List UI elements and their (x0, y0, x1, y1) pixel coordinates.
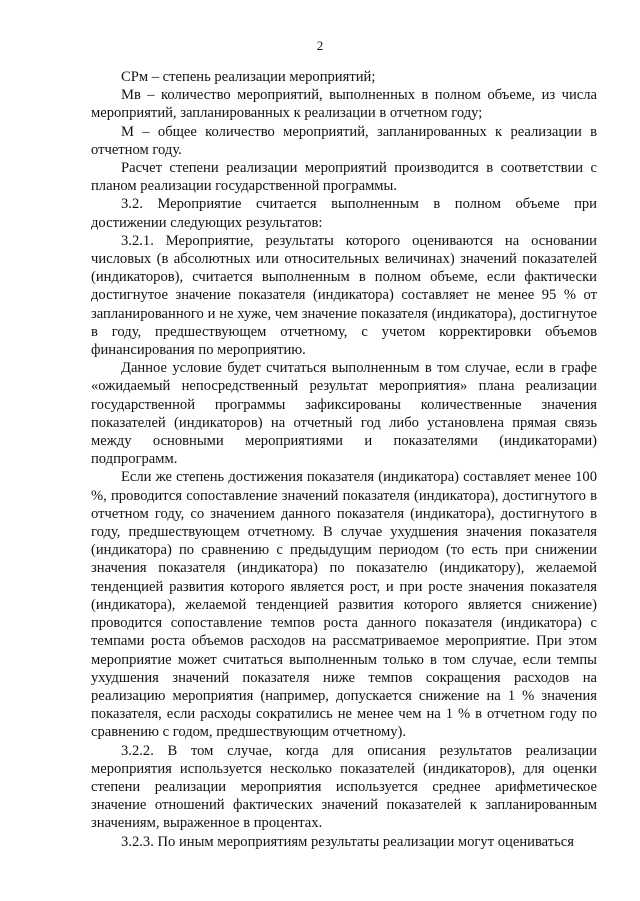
paragraph-definition-mv: Мв – количество мероприятий, выполненных в полном объеме, из числа мероприятий, запланированных к реализации в отчетном году; (91, 87, 597, 122)
paragraph-section-3-2: 3.2. Мероприятие считается выполненным в полном объеме при достижении следующих результатов: (91, 196, 597, 231)
paragraph-definition-srm: СРм – степень реализации мероприятий; (121, 69, 376, 85)
paragraph-comparison: Если же степень достижения показателя (индикатора) составляет менее 100 %, проводится сопоставление значений показателя (индикатора), достигнутого в отчетном году, со значением данного показателя (индикатора), достигнутого в году, предшествующем отчетному. В случае ухудшения значения показателя (индикатора) по сравнению с предыдущим периодом (то есть при снижении значения показателя (индикатора) по показателю (индикатору), желаемой тенденцией развития которого является рост, и при росте значения показателя (индикатора), желаемой тенденцией развития которого является снижение) проводится сопоставление темпов роста данного показателя (индикатора) с темпами роста объемов расходов на рассматриваемое мероприятие. При этом мероприятие может считаться выполненным только в том случае, если темпы ухудшения значений показателя ниже темпов сокращения расходов на реализацию мероприятия (например, допускается снижение на 1 % значения показателя, если расходы сократились не менее чем на 1 % в отчетном году по сравнению с годом, предшествующим отчетному). (91, 469, 597, 741)
page-number: 2 (316, 38, 324, 53)
paragraph-definition-m: М – общее количество мероприятий, запланированных к реализации в отчетном году. (91, 123, 597, 158)
paragraph-section-3-2-2: 3.2.2. В том случае, когда для описания результатов реализации мероприятия используется несколько показателей (индикаторов), для оценки степени реализации мероприятия используется среднее арифметическое значение отношений фактических значений показателей к запланированным значениям, выраженное в процентах. (91, 742, 597, 832)
paragraph-section-3-2-3: 3.2.3. По иным мероприятиям результаты реализации могут оцениваться (121, 833, 574, 850)
document-text-body (91, 68, 597, 851)
paragraph-section-3-2-1: 3.2.1. Мероприятие, результаты которого оцениваются на основании числовых (в абсолютных или относительных величинах) значений показателей (индикаторов), считается выполненным в полном объеме, если фактически достигнутое значение показателя (индикатора) составляет не менее 95 % от запланированного и не хуже, чем значение показателя (индикатора), достигнутое в году, предшествующем отчетному, с учетом корректировки объемов финансирования по мероприятию. (91, 232, 597, 359)
paragraph-condition: Данное условие будет считаться выполненным в том случае, если в графе «ожидаемый непосредственный результат мероприятия» плана реализации государственной программы зафиксированы количественные значения показателей (индикаторов) на отчетный год либо установлена прямая связь между основными мероприятиями и показателями (индикаторами) подпрограмм. (91, 360, 597, 468)
paragraph-calculation-basis: Расчет степени реализации мероприятий производится в соответствии с планом реализации государственной программы. (91, 160, 597, 195)
